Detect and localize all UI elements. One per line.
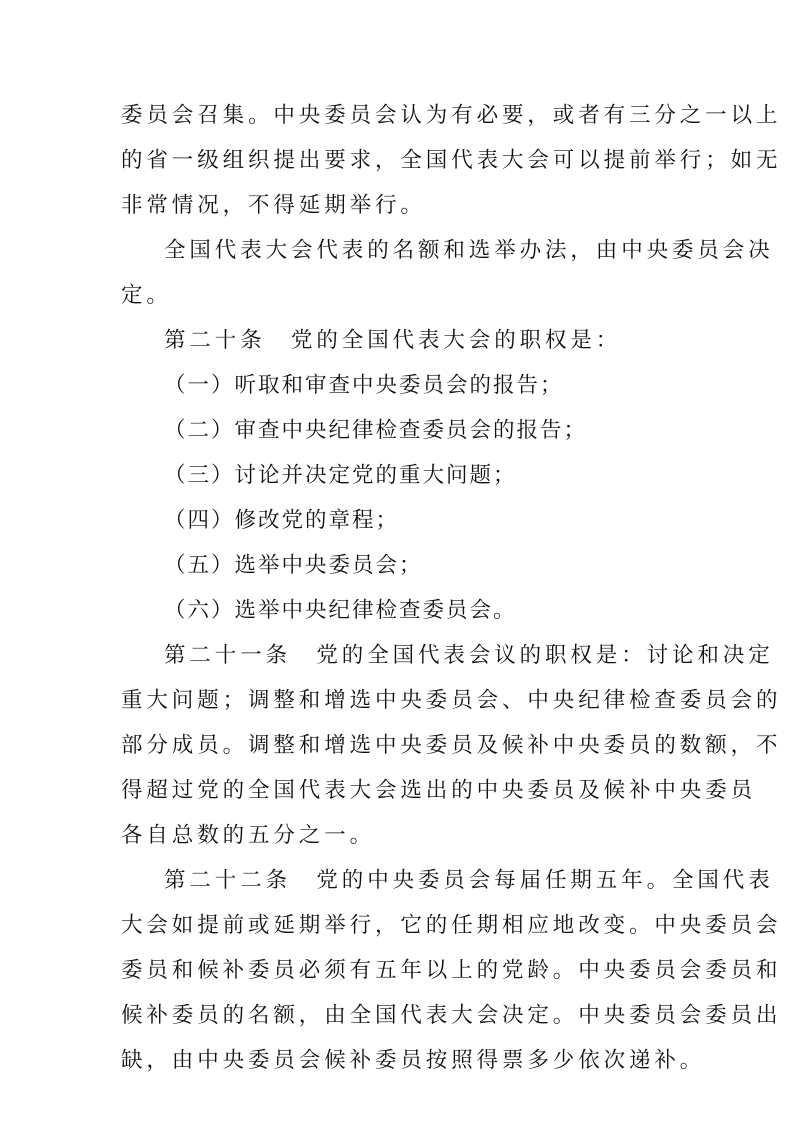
paragraph-line: 得超过党的全国代表大会选出的中央委员及候补中央委员 — [121, 778, 757, 803]
paragraph-line: 委员会召集。中央委员会认为有必要，或者有三分之一以上 — [121, 103, 782, 128]
list-item: （五）选举中央委员会； — [164, 553, 423, 578]
list-item: （一）听取和审查中央委员会的报告； — [164, 373, 564, 398]
article-heading-line: 第二十二条 党的中央委员会每届任期五年。全国代表 — [164, 868, 774, 893]
paragraph-line: 重大问题；调整和增选中央委员会、中央纪律检查委员会的 — [121, 688, 782, 713]
list-item: （三）讨论并决定党的重大问题； — [164, 463, 517, 488]
paragraph-line: 各自总数的五分之一。 — [121, 823, 376, 848]
list-item: （四）修改党的章程； — [164, 508, 400, 533]
paragraph-line: 委员和候补委员必须有五年以上的党龄。中央委员会委员和 — [121, 958, 782, 983]
paragraph-line: 定。 — [121, 283, 172, 308]
paragraph-line: 非常情况，不得延期举行。 — [121, 193, 426, 218]
paragraph-line: 候补委员的名额，由全国代表大会决定。中央委员会委员出 — [121, 1003, 782, 1028]
paragraph-line: 大会如提前或延期举行，它的任期相应地改变。中央委员会 — [121, 913, 782, 938]
paragraph-line: 缺，由中央委员会候补委员按照得票多少依次递补。 — [121, 1048, 706, 1073]
article-heading-line: 第二十条 党的全国代表大会的职权是： — [164, 328, 622, 353]
article-heading-line: 第二十一条 党的全国代表会议的职权是：讨论和决定 — [164, 643, 774, 668]
list-item: （六）选举中央纪律检查委员会。 — [164, 598, 517, 623]
paragraph-line: 部分成员。调整和增选中央委员及候补中央委员的数额，不 — [121, 733, 782, 758]
paragraph-line: 的省一级组织提出要求，全国代表大会可以提前举行；如无 — [121, 148, 782, 173]
paragraph-line: 全国代表大会代表的名额和选举办法，由中央委员会决 — [164, 238, 774, 263]
list-item: （二）审查中央纪律检查委员会的报告； — [164, 418, 588, 443]
